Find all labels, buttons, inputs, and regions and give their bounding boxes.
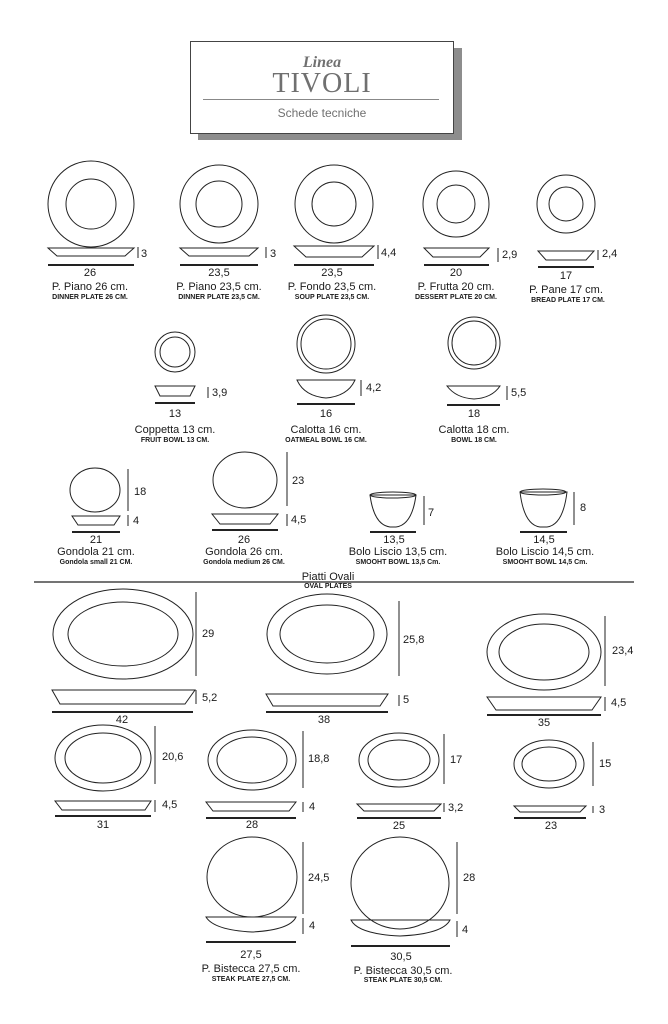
coppetta-13-sub: FRUIT BOWL 13 CM. xyxy=(140,437,210,444)
bolo-liscio-14-size: 14,5 xyxy=(533,534,555,546)
gondola-26-size: 26 xyxy=(237,534,251,546)
calotta-18-drawing xyxy=(447,317,507,405)
plate-pane-17-size: 17 xyxy=(559,270,573,282)
oval-38-size: 38 xyxy=(317,714,331,726)
plate-fondo-23-height: 4,4 xyxy=(381,247,397,259)
coppetta-13-name: Coppetta 13 cm. xyxy=(134,424,216,436)
bolo-liscio-13-name: Bolo Liscio 13,5 cm. xyxy=(348,546,448,558)
oval-25-drawing xyxy=(357,733,444,818)
plate-piano-23-sub: DINNER PLATE 23,5 CM. xyxy=(178,294,260,301)
steak-27-drawing xyxy=(206,837,303,942)
bolo-liscio-14-drawing xyxy=(520,489,574,532)
plate-frutta-20-name: P. Frutta 20 cm. xyxy=(417,281,495,293)
gondola-21-size: 21 xyxy=(89,534,103,546)
calotta-16-sub: OATMEAL BOWL 16 CM. xyxy=(285,437,367,444)
plate-pane-17-height: 2,4 xyxy=(602,248,618,260)
plate-piano-26-drawing xyxy=(48,161,138,265)
steak-30-name: P. Bistecca 30,5 cm. xyxy=(353,965,453,977)
plate-piano-26-height: 3 xyxy=(141,248,148,260)
gondola-21-sub: Gondola small 21 CM. xyxy=(59,559,133,566)
calotta-18-size: 18 xyxy=(467,408,481,420)
steak-30-width: 28 xyxy=(463,872,476,884)
plate-frutta-20-size: 20 xyxy=(449,267,463,279)
oval-section-title: Piatti Ovali xyxy=(301,571,355,583)
oval-42-drawing xyxy=(52,589,196,712)
plate-fondo-23-name: P. Fondo 23,5 cm. xyxy=(287,281,377,293)
bolo-liscio-14-height: 8 xyxy=(580,502,587,514)
oval-42-height: 5,2 xyxy=(202,692,218,704)
gondola-26-name: Gondola 26 cm. xyxy=(205,546,283,558)
oval-35-size: 35 xyxy=(537,717,551,729)
oval-25-height: 3,2 xyxy=(448,802,464,814)
bolo-liscio-13-sub: SMOOHT BOWL 13,5 Cm. xyxy=(355,559,441,566)
oval-28-size: 28 xyxy=(245,819,259,831)
bolo-liscio-13-height: 7 xyxy=(428,507,435,519)
plate-pane-17-sub: BREAD PLATE 17 CM. xyxy=(531,297,605,304)
calotta-16-size: 16 xyxy=(319,408,333,420)
plate-pane-17-drawing xyxy=(537,175,598,267)
oval-38-drawing xyxy=(266,594,399,712)
bolo-liscio-14-sub: SMOOHT BOWL 14,5 Cm. xyxy=(502,559,588,566)
gondola-26-width: 23 xyxy=(292,475,305,487)
plate-piano-23-name: P. Piano 23,5 cm. xyxy=(176,281,262,293)
gondola-26-sub: Gondola medium 26 CM. xyxy=(203,559,285,566)
plate-piano-23-height: 3 xyxy=(270,248,277,260)
plate-fondo-23-size: 23,5 xyxy=(321,267,343,279)
oval-23-width: 15 xyxy=(599,758,612,770)
gondola-26-height: 4,5 xyxy=(291,514,307,526)
plate-fondo-23-sub: SOUP PLATE 23,5 CM. xyxy=(294,294,370,301)
steak-30-sub: STEAK PLATE 30,5 CM. xyxy=(363,977,443,984)
oval-31-size: 31 xyxy=(96,819,110,831)
plate-piano-26-name: P. Piano 26 cm. xyxy=(51,281,129,293)
plate-frutta-20-height: 2,9 xyxy=(502,249,518,261)
plate-fondo-23-drawing xyxy=(294,165,378,265)
oval-28-drawing xyxy=(206,730,303,818)
header-linea: Linea xyxy=(302,54,342,71)
oval-35-drawing xyxy=(487,614,605,715)
steak-27-name: P. Bistecca 27,5 cm. xyxy=(201,963,301,975)
oval-35-width: 23,4 xyxy=(612,645,634,657)
calotta-16-name: Calotta 16 cm. xyxy=(290,424,362,436)
oval-42-size: 42 xyxy=(115,714,129,726)
oval-31-width: 20,6 xyxy=(162,751,184,763)
steak-27-sub: STEAK PLATE 27,5 CM. xyxy=(211,976,291,983)
oval-23-drawing xyxy=(514,740,593,818)
bolo-liscio-13-size: 13,5 xyxy=(383,534,405,546)
gondola-21-height: 4 xyxy=(133,515,140,527)
oval-25-size: 25 xyxy=(392,820,406,832)
gondola-26-drawing xyxy=(212,452,287,530)
calotta-18-sub: BOWL 18 CM. xyxy=(451,437,497,444)
gondola-21-drawing xyxy=(70,468,128,532)
calotta-18-name: Calotta 18 cm. xyxy=(438,424,510,436)
header-subtitle: Schede tecniche xyxy=(277,106,367,120)
calotta-18-height: 5,5 xyxy=(511,387,527,399)
steak-27-size: 27,5 xyxy=(240,949,262,961)
plate-frutta-20-sub: DESSERT PLATE 20 CM. xyxy=(415,294,497,301)
steak-30-drawing xyxy=(351,837,457,946)
bolo-liscio-13-drawing xyxy=(370,492,424,532)
plate-pane-17-name: P. Pane 17 cm. xyxy=(529,284,603,296)
oval-35-height: 4,5 xyxy=(611,697,627,709)
oval-23-size: 23 xyxy=(544,820,558,832)
steak-30-height: 4 xyxy=(462,924,469,936)
bolo-liscio-14-name: Bolo Liscio 14,5 cm. xyxy=(495,546,595,558)
coppetta-13-drawing xyxy=(155,332,208,403)
oval-38-width: 25,8 xyxy=(403,634,425,646)
gondola-21-name: Gondola 21 cm. xyxy=(57,546,135,558)
oval-38-height: 5 xyxy=(403,694,410,706)
calotta-16-drawing xyxy=(297,315,361,404)
steak-27-height: 4 xyxy=(309,920,316,932)
oval-42-width: 29 xyxy=(202,628,215,640)
oval-section-subtitle: OVAL PLATES xyxy=(304,583,352,590)
oval-25-width: 17 xyxy=(450,754,463,766)
oval-28-height: 4 xyxy=(309,801,316,813)
plate-piano-23-drawing xyxy=(180,165,266,265)
plate-frutta-20-drawing xyxy=(423,171,498,265)
gondola-21-width: 18 xyxy=(134,486,147,498)
plate-piano-26-size: 26 xyxy=(83,267,97,279)
plate-piano-26-sub: DINNER PLATE 26 CM. xyxy=(52,294,128,301)
coppetta-13-height: 3,9 xyxy=(212,387,228,399)
oval-31-height: 4,5 xyxy=(162,799,178,811)
plate-piano-23-size: 23,5 xyxy=(208,267,230,279)
coppetta-13-size: 13 xyxy=(168,408,182,420)
calotta-16-height: 4,2 xyxy=(366,382,382,394)
oval-28-width: 18,8 xyxy=(308,753,330,765)
oval-23-height: 3 xyxy=(599,804,606,816)
steak-27-width: 24,5 xyxy=(308,872,330,884)
header-title: TIVOLI xyxy=(272,68,372,99)
steak-30-size: 30,5 xyxy=(390,951,412,963)
oval-31-drawing xyxy=(55,725,155,816)
